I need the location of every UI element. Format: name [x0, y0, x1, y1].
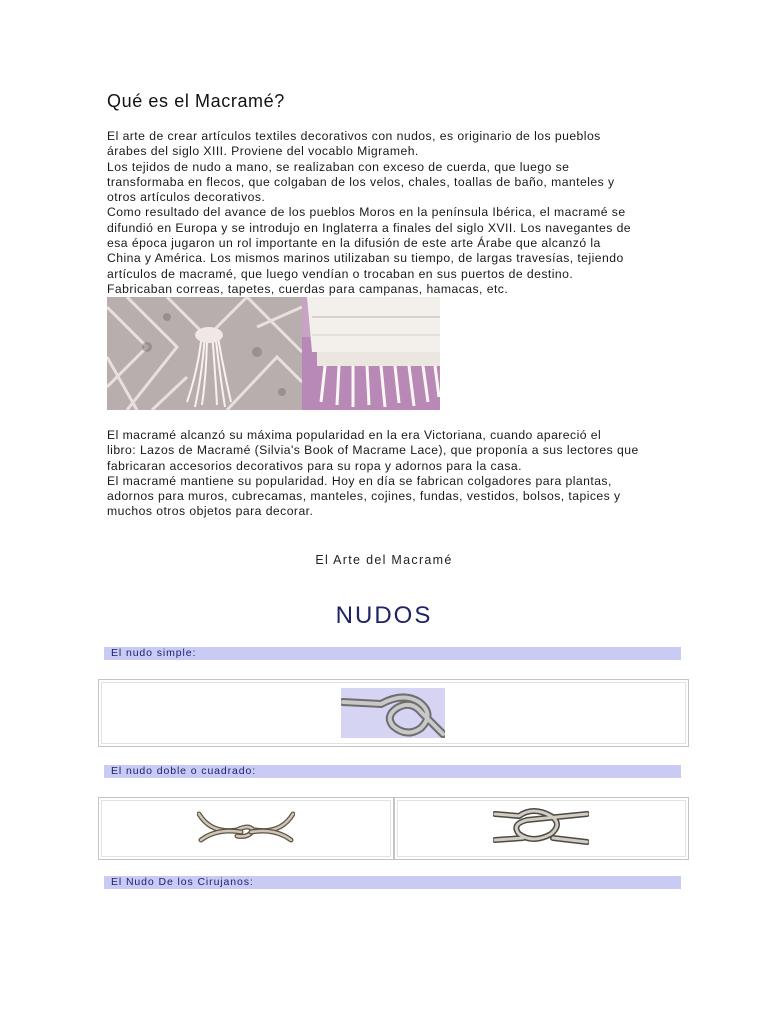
page-title: Qué es el Macramé? [107, 91, 285, 111]
square-knot-tied-icon [493, 804, 589, 850]
text-line: artículos de macramé, que luego vendían o trocaban en sus puertos de destino. [107, 266, 574, 281]
text-line: transformaba en flecos, que colgaban de los velos, chales, toallas de baño, manteles y [107, 174, 615, 189]
text-line: China y América. Los mismos marinos utilizaban su tiempo, de largas travesías, tejiendo [107, 251, 624, 266]
knot-label-bar: El nudo doble o cuadrado: [104, 765, 681, 778]
section-heading: NUDOS [335, 602, 433, 629]
text-line: difundió en Europa y se introdujo en Inglaterra a finales del siglo XVII. Los navegantes de [107, 220, 632, 235]
text-line: fabricaran accesorios decorativos para su ropa y adornos para la casa. [107, 458, 522, 473]
section-subtitle: El Arte del Macramé [315, 553, 453, 567]
macrame-photo-pair [107, 297, 440, 410]
text-line: Fabricaban correas, tapetes, cuerdas para campanas, hamacas, etc. [107, 281, 509, 296]
macrame-photos [107, 297, 440, 410]
simple-knot-icon [341, 688, 445, 738]
knot-image-frame [98, 679, 689, 747]
text-line: libro: Lazos de Macramé (Silvia's Book of Macrame Lace), que proponía a sus lectores que [107, 443, 639, 458]
fringed-runner-photo [302, 297, 440, 410]
macrame-lace-photo [107, 297, 302, 410]
knot-label-bar: El Nudo De los Cirujanos: [104, 876, 681, 889]
text-line: El arte de crear artículos textiles decorativos con nudos, es originario de los pueblos [107, 129, 601, 143]
text-line: Los tejidos de nudo a mano, se realizaban con exceso de cuerda, que luego se [107, 159, 570, 174]
knot-image-frame [98, 797, 394, 860]
text-line: otros artículos decorativos. [107, 190, 266, 205]
text-line: adornos para muros, cubrecamas, manteles, cojines, fundas, vestidos, bolsos, tapices y [107, 489, 621, 504]
text-line: El macramé alcanzó su máxima popularidad en la era Victoriana, cuando apareció el [107, 428, 602, 442]
text-line: árabes del siglo XIII. Proviene del vocablo Migrameh. [107, 144, 419, 159]
text-line: esa época jugaron un rol importante en la difusión de este arte Árabe que alcanzó la [107, 236, 601, 251]
intro-paragraph [107, 129, 682, 297]
knot-image-frame [394, 797, 689, 860]
text-line: El macramé mantiene su popularidad. Hoy en día se fabrican colgadores para plantas, [107, 473, 612, 488]
history-paragraph [107, 428, 682, 520]
text-line: Como resultado del avance de los pueblos Moros en la península Ibérica, el macramé se [107, 205, 626, 220]
square-knot-open-icon [197, 810, 295, 844]
knot-label-bar: El nudo simple: [104, 647, 681, 660]
text-line: muchos otros objetos para decorar. [107, 504, 314, 519]
